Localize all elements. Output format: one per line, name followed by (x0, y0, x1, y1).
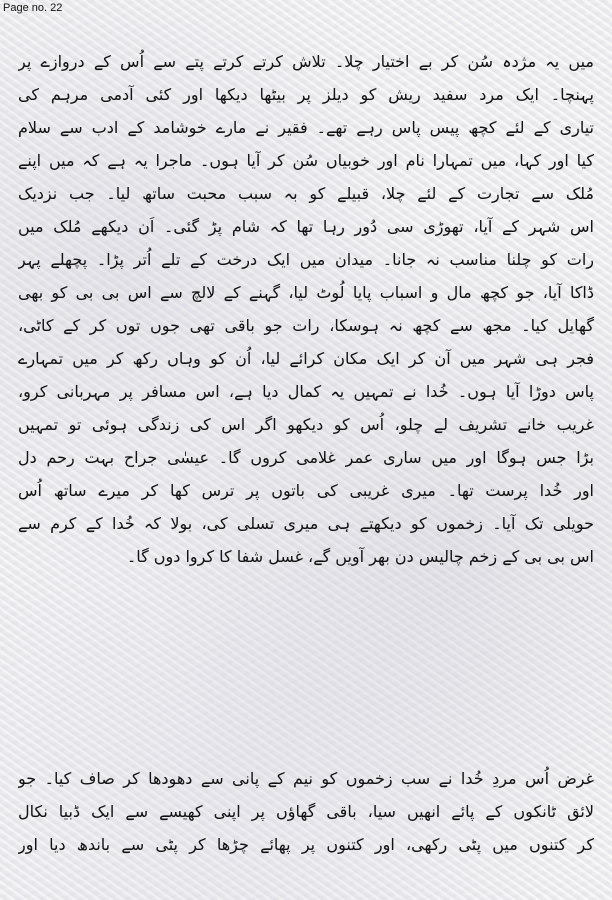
text-line: اور خُدا پرست تھا۔ میری غریبی کی باتوں پر ترس کھا کر میرے ساتھ اُس (18, 481, 594, 500)
text-line: ڈاکا آیا، جو کچھ مال و اسباب پایا لُوٹ لیا، گہنے کے لالچ سے اس بی بی کو بھی (18, 283, 594, 302)
text-line: اس شہر کے آیا، تھوڑی سی دُور رہا تھا کہ شام پڑ گئی۔ اَن دیکھے مُلک میں (18, 217, 594, 236)
paragraph-1 (18, 45, 594, 573)
text-line: لائق ٹانکوں کے پائے انھیں سیا، باقی گھاؤں پر اپنی کھیسے سے ایک ڈبیا نکال (18, 802, 594, 821)
text-line: رات کو چلنا مناسب نہ جانا۔ میدان میں ایک درخت کے تلے اُتر پڑا۔ پچھلے پہر (18, 250, 594, 269)
text-line: فجر ہی شہر میں آن کر ایک مکان کرائے لیا، اُن کو وہاں رکھ کر میں تمہارے (18, 349, 594, 368)
text-line: کر کتنوں میں پٹی رکھی، اور کتنوں پر پھائے چڑھا کر پٹی سے باندھ دیا اور (18, 835, 594, 854)
text-line: حویلی تک آیا۔ زخموں کو دیکھتے ہی میری تسلی کی، بولا کہ خُدا کے کرم سے (18, 514, 594, 533)
text-line: گھایل کیا۔ مجھ سے کچھ نہ ہوسکا، رات جو باقی تھی جوں توں کر کے کاٹی، (18, 316, 594, 335)
text-line: پہنچا۔ ایک مرد سفید ریش کو دیلز پر بیٹھا دیکھا اور کئی آدمی مرہم کی (18, 85, 594, 104)
text-line: غرض اُس مردِ خُدا نے سب زخموں کو نیم کے پانی سے دھودھا کر صاف کیا۔ جو (18, 769, 594, 788)
text-line: کیا اور کہا، میں تمہارا نام اور خوبیاں سُن کر آیا ہوں۔ ماجرا یہ ہے کہ میں اپنے (18, 151, 594, 170)
page-number: Page no. 22 (3, 2, 63, 14)
text-line: مُلک سے تجارت کے لئے چلا، قبیلے کو بہ سبب محبت ساتھ لیا۔ جب نزدیک (18, 184, 594, 203)
text-line: میں یہ مژدہ سُن کر بے اختیار چلا۔ تلاش کرتے کرتے پتے سے اُس کے دروازے پر (18, 52, 594, 71)
text-line: تیاری کے لئے کچھ پیس پاس رہے تھے۔ فقیر نے مارے خوشامد کے ادب سے سلام (18, 118, 594, 137)
text-line: غریب خانے تشریف لے چلو، اُس کو دیکھو اگر اس کی زندگی ہوئی تو تمہیں (18, 415, 594, 434)
text-line: اس بی بی کے زخم چالیس دن بھر آویں گے، غسل شفا کا کروا دوں گا۔ (126, 547, 594, 566)
text-line: بڑا جس ہوگا اور میں ساری عمر غلامی کروں گا۔ عیسٰی جراح بہت رحم دل (18, 448, 594, 467)
paragraph-2 (18, 762, 594, 861)
text-line: پاس دوڑا آیا ہوں۔ خُدا نے تمہیں یہ کمال دیا ہے، اس مسافر پر مہربانی کرو، (18, 382, 594, 401)
